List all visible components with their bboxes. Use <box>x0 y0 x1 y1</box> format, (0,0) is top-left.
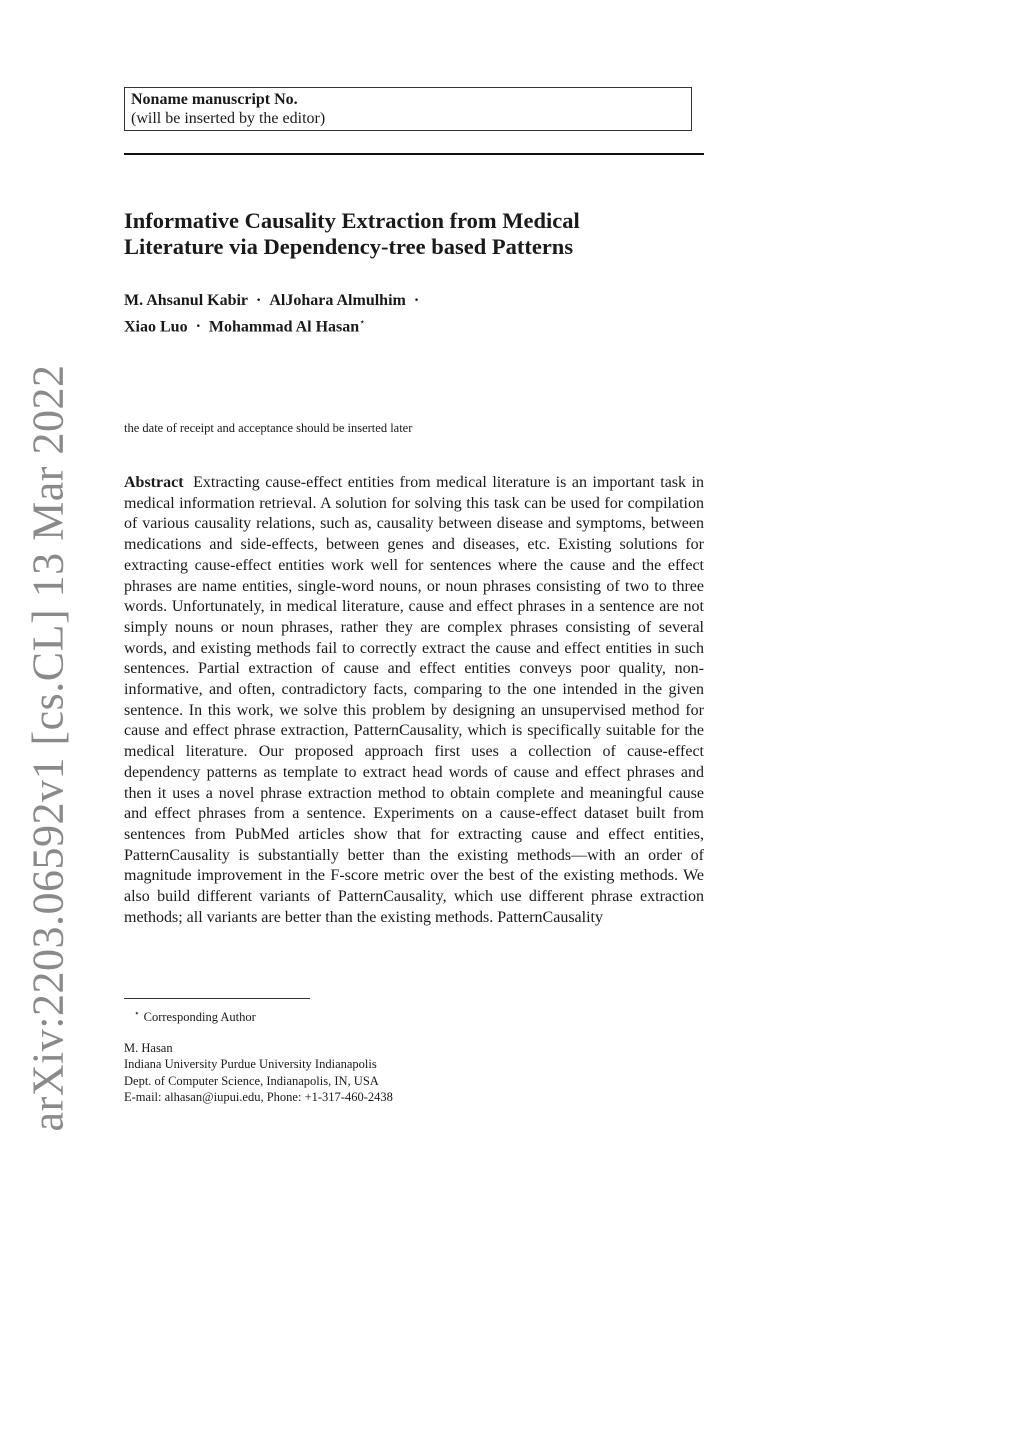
author-name: Mohammad Al Hasan <box>208 318 360 336</box>
affiliation-block <box>124 1040 704 1106</box>
author-name: M. Ahsanul Kabir <box>124 292 249 309</box>
abstract <box>124 473 704 928</box>
author-name: AlJohara Almulhim <box>269 292 406 309</box>
footnote-mark: ⋆ <box>134 1008 140 1018</box>
author-separator: · <box>195 318 201 336</box>
header-rule <box>124 153 704 155</box>
title-line-2: Literature via Dependency-tree based Patterns <box>124 234 574 259</box>
author-line-2 <box>124 312 724 338</box>
author-separator: · <box>256 292 262 309</box>
author-separator: · <box>413 292 420 309</box>
receipt-date-note: the date of receipt and acceptance should be inserted later <box>124 421 413 435</box>
manuscript-editor-note: (will be inserted by the editor) <box>131 110 326 127</box>
affiliation-contact: E-mail: alhasan@iupui.edu, Phone: +1-317-460-2438 <box>124 1090 393 1105</box>
corresponding-author-footnote <box>124 1005 704 1026</box>
abstract-label: Abstract <box>124 474 184 491</box>
footnotes <box>124 1005 704 1106</box>
abstract-text: Extracting cause-effect entities from medical literature is an important task in medical information retrieval. A solution for solving this task can be used for compilation of various causality relations, such as, causality between disease and symptoms, between medications and side-effects, between genes and diseases, etc. Existing solutions for extracting cause-effect entities work well for sentences where the cause and the effect phrases are name entities, single-word nouns, or noun phrases consisting of two to three words. Unfortunately, in medical literature, cause and effect phrases in a sentence are not simply nouns or noun phrases, rather they are complex phrases consisting of several words, and existing methods fail to correctly extract the cause and effect entities in such sentences. Partial extraction of cause and effect entities conveys poor quality, non-informative, and often, contradictory facts, comparing to the one intended in the given sentence. In this work, we solve this problem by designing an unsupervised method for cause and effect phrase extraction, PatternCausality, which is specifically suitable for the medical literature. Our proposed approach first uses a collection of cause-effect dependency patterns as template to extract head words of cause and effect phrases and then it uses a novel phrase extraction method to obtain complete and meaningful cause and effect phrases from a sentence. Experiments on a cause-effect dataset built from sentences from PubMed articles show that for extracting cause and effect entities, PatternCausality is substantially better than the existing methods—with an order of magnitude improvement in the F-score metric over the best of the existing methods. We also build different variants of PatternCausality, which use different phrase extraction methods; all variants are better than the existing methods. PatternCausality <box>124 474 705 926</box>
arxiv-identifier-stamp: arXiv:2203.06592v1 [cs.CL] 13 Mar 2022 <box>23 364 73 1132</box>
footnote-text: Corresponding Author <box>143 1010 256 1025</box>
author-line-1 <box>124 290 724 312</box>
paper-title <box>124 208 724 260</box>
affiliation-department: Dept. of Computer Science, Indianapolis, IN, USA <box>124 1073 379 1088</box>
author-list <box>124 290 724 338</box>
affiliation-institution: Indiana University Purdue University Indianapolis <box>124 1057 377 1072</box>
footnote-rule <box>124 998 310 999</box>
manuscript-label: Noname manuscript No. <box>131 91 298 108</box>
author-name: Xiao Luo <box>124 318 188 336</box>
corresponding-author-mark: ⋆ <box>359 317 366 328</box>
manuscript-number-box <box>124 87 692 131</box>
title-line-1: Informative Causality Extraction from Medical <box>124 208 580 233</box>
affiliation-name: M. Hasan <box>124 1040 173 1055</box>
